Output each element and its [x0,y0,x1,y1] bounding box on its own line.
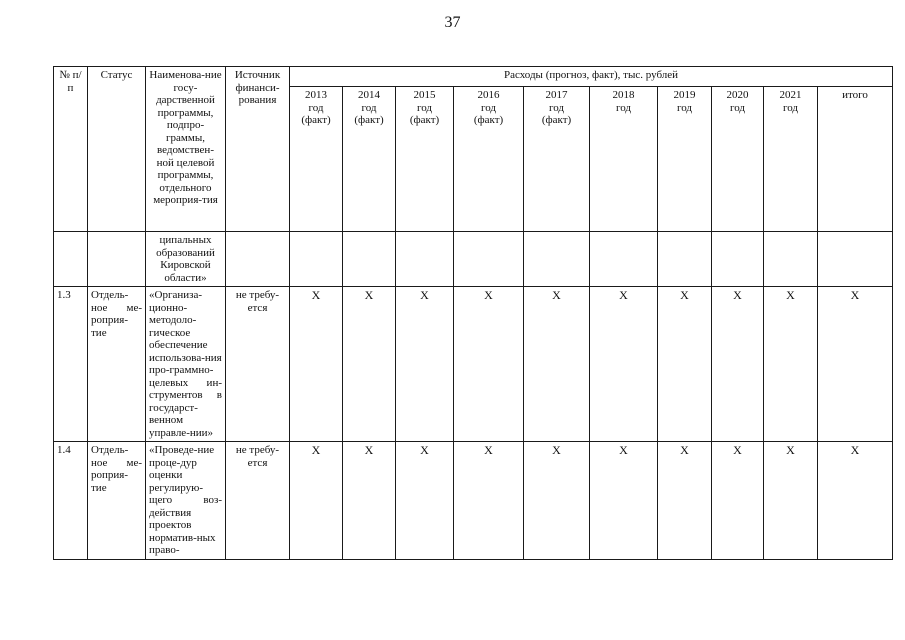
year-unit: год [615,101,632,114]
table-cell [290,232,343,287]
table-row [54,287,893,442]
value-cell: X [764,287,818,442]
year-unit: год [416,101,433,114]
year-label: 2013 [305,89,327,101]
header-year-cell [524,87,590,232]
value-cell: X [396,442,454,560]
table-cell [524,232,590,287]
value-cell: X [590,442,658,560]
header-year-cell [290,87,343,232]
value-cell: X [454,287,524,442]
header-year-cell [590,87,658,232]
row-source: не требу-ется [226,442,290,560]
header-year-cell [396,87,454,232]
header-total: итого [818,87,893,232]
value-cell: X [818,287,893,442]
value-cell: X [818,442,893,560]
row-status: Отдель-ное ме-роприя-тие [88,442,146,560]
header-row-group [54,67,893,87]
year-label: 2018 [612,89,635,101]
value-cell: X [658,287,712,442]
header-year-cell [658,87,712,232]
header-expenses: Расходы (прогноз, факт), тыс. рублей [290,67,893,87]
year-label: 2016 [477,89,500,101]
table-cell [54,232,88,287]
row-status: Отдель-ное ме-роприя-тие [88,287,146,442]
value-cell: X [524,442,590,560]
table-cell [590,232,658,287]
year-label: 2017 [545,89,568,101]
year-kind: (факт) [301,114,331,126]
year-label: 2014 [358,89,380,101]
header-year-cell [712,87,764,232]
year-unit: год [676,101,693,114]
value-cell: X [343,442,396,560]
row-source: не требу-ется [226,287,290,442]
continuation-row [54,232,893,287]
value-cell: X [396,287,454,442]
header-source: Источник финанси-рования [226,67,290,232]
year-kind: (факт) [541,114,572,126]
table-cell [454,232,524,287]
year-kind: (факт) [409,114,440,126]
year-label: 2019 [673,89,696,101]
year-unit: год [480,101,497,114]
value-cell: X [658,442,712,560]
year-unit: год [729,101,746,114]
header-num: № п/п [54,67,88,232]
table-cell [764,232,818,287]
continuation-name: ципальных образований Кировской области» [146,232,226,287]
year-unit: год [548,101,565,114]
year-label: 2015 [413,89,436,101]
row-name: «Проведе-ние проце-дур оценки регулирую-щего воз-действия проектов норматив-ных право- [146,442,226,560]
year-unit: год [308,101,324,114]
header-status: Статус [88,67,146,232]
table-cell [226,232,290,287]
value-cell: X [343,287,396,442]
table-cell [88,232,146,287]
value-cell: X [590,287,658,442]
table-row [54,442,893,560]
row-num: 1.4 [54,442,88,560]
value-cell: X [290,287,343,442]
year-kind: (факт) [473,114,504,126]
year-kind: (факт) [354,114,384,126]
year-unit: год [361,101,377,114]
header-year-cell [343,87,396,232]
header-year-cell [764,87,818,232]
year-label: 2021 [779,89,802,101]
header-year-cell [454,87,524,232]
year-unit: год [782,101,799,114]
table-cell [712,232,764,287]
value-cell: X [454,442,524,560]
budget-table [53,66,893,560]
year-label: 2020 [726,89,749,101]
value-cell: X [712,287,764,442]
table-cell [658,232,712,287]
value-cell: X [290,442,343,560]
table-cell [396,232,454,287]
table-cell [343,232,396,287]
table-cell [818,232,893,287]
row-num: 1.3 [54,287,88,442]
page-number: 37 [444,14,461,31]
value-cell: X [764,442,818,560]
row-name: «Организа-ционно-методоло-гическое обеспечение использова-ния про-граммно-целевых ин-струментов в государст-венном управле-нии» [146,287,226,442]
header-name: Наименова-ние госу-дарственной программы, подпро-граммы, ведомствен-ной целевой программы, отдельного мероприя-тия [146,67,226,232]
value-cell: X [524,287,590,442]
value-cell: X [712,442,764,560]
